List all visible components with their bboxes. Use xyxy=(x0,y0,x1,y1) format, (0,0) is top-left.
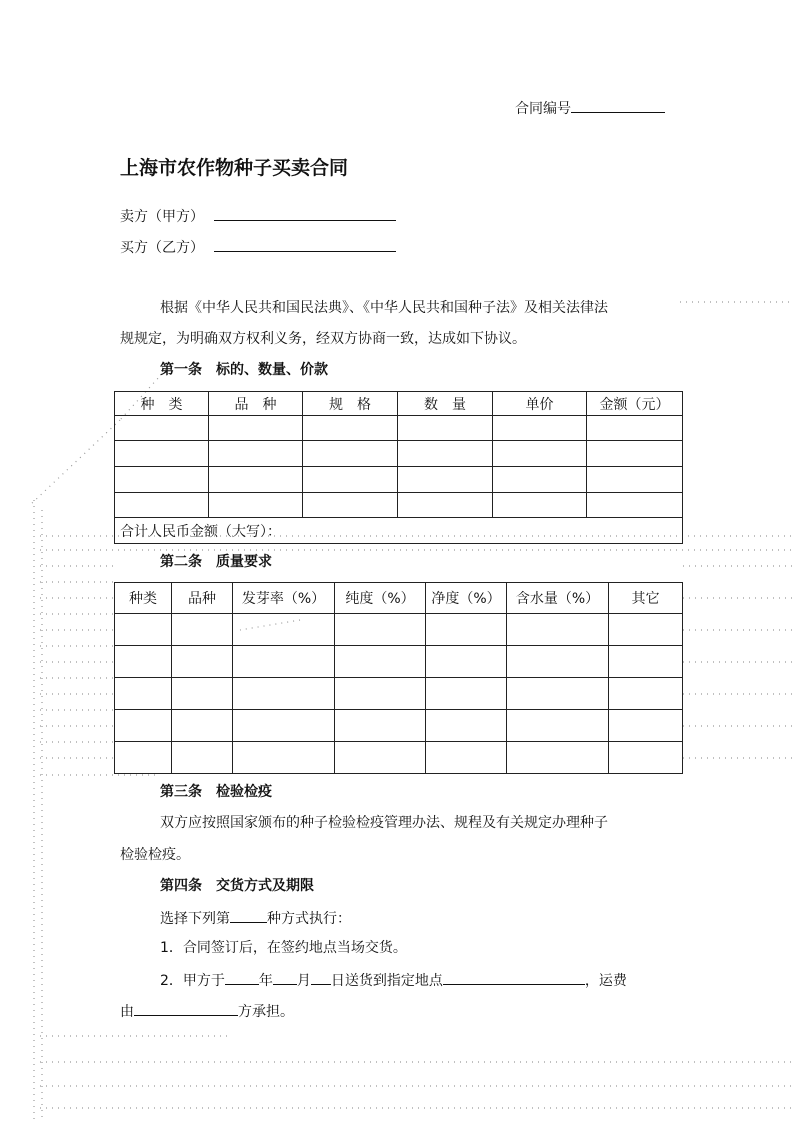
table-cell[interactable] xyxy=(303,416,398,441)
table-cell[interactable] xyxy=(493,416,587,441)
total-row xyxy=(115,518,683,544)
table-cell[interactable] xyxy=(426,678,507,710)
article-2-heading: 第二条 质量要求 xyxy=(160,554,272,570)
preamble-line-1: 根据《中华人民共和国民法典》、《中华人民共和国种子法》及相关法律法 xyxy=(160,300,608,316)
column-header: 品种 xyxy=(172,583,233,614)
delivery-month-field[interactable] xyxy=(273,970,297,985)
table-cell[interactable] xyxy=(209,467,303,493)
table-cell[interactable] xyxy=(172,678,233,710)
table-header-row xyxy=(115,392,683,416)
table-row xyxy=(115,710,683,742)
day-label: 日送货到指定地点 xyxy=(330,973,443,989)
table-row xyxy=(115,678,683,710)
table-cell[interactable] xyxy=(115,441,209,467)
table-cell[interactable] xyxy=(335,742,426,774)
buyer-label: 买方（乙方） xyxy=(120,240,204,256)
column-header: 发芽率（%） xyxy=(233,583,335,614)
table-cell[interactable] xyxy=(172,614,233,646)
table-cell[interactable] xyxy=(609,614,683,646)
table-cell[interactable] xyxy=(303,441,398,467)
table-cell[interactable] xyxy=(426,742,507,774)
table-cell[interactable] xyxy=(609,742,683,774)
table-cell[interactable] xyxy=(233,678,335,710)
table-cell[interactable] xyxy=(233,646,335,678)
table-cell[interactable] xyxy=(507,614,609,646)
table-cell[interactable] xyxy=(115,467,209,493)
article-3-heading: 第三条 检验检疫 xyxy=(160,784,272,800)
article-3-line-2: 检验检疫。 xyxy=(120,847,190,863)
table-cell[interactable] xyxy=(233,710,335,742)
preamble-line-2: 规规定，为明确双方权利义务，经双方协商一致，达成如下协议。 xyxy=(120,331,526,347)
column-header: 品 种 xyxy=(209,392,303,416)
table-cell[interactable] xyxy=(493,441,587,467)
table-row xyxy=(115,614,683,646)
table-cell[interactable] xyxy=(209,493,303,518)
table-cell[interactable] xyxy=(172,646,233,678)
contract-number-field[interactable] xyxy=(571,98,665,113)
article-3-line-1: 双方应按照国家颁布的种子检验检疫管理办法、规程及有关规定办理种子 xyxy=(160,815,608,831)
table-cell[interactable] xyxy=(587,441,683,467)
delivery-choice-prefix: 选择下列第 xyxy=(160,911,230,927)
seller-name-field[interactable] xyxy=(214,206,396,221)
table-cell[interactable] xyxy=(507,646,609,678)
table-cell[interactable] xyxy=(507,742,609,774)
contract-number-row xyxy=(515,98,665,118)
table-cell[interactable] xyxy=(426,614,507,646)
total-amount-label[interactable]: 合计人民币金额（大写）： xyxy=(115,518,683,544)
table-cell[interactable] xyxy=(115,710,172,742)
table-cell[interactable] xyxy=(398,416,493,441)
column-header: 规 格 xyxy=(303,392,398,416)
table-cell[interactable] xyxy=(115,742,172,774)
table-cell[interactable] xyxy=(398,441,493,467)
seller-label: 卖方（甲方） xyxy=(120,209,204,225)
column-header: 种 类 xyxy=(115,392,209,416)
table-cell[interactable] xyxy=(587,416,683,441)
column-header: 其它 xyxy=(609,583,683,614)
table-row xyxy=(115,646,683,678)
table-cell[interactable] xyxy=(335,678,426,710)
delivery-day-field[interactable] xyxy=(311,970,331,985)
seller-row xyxy=(120,206,396,226)
table-cell[interactable] xyxy=(209,416,303,441)
table-cell[interactable] xyxy=(587,493,683,518)
table-cell[interactable] xyxy=(426,710,507,742)
delivery-year-field[interactable] xyxy=(225,970,259,985)
contract-number-label: 合同编号 xyxy=(515,101,571,117)
month-label: 月 xyxy=(296,973,311,989)
article-1-table xyxy=(114,391,683,544)
table-row xyxy=(115,493,683,518)
document-title: 上海市农作物种子买卖合同 xyxy=(120,157,349,179)
table-cell[interactable] xyxy=(335,614,426,646)
option-2-prefix: 2．甲方于 xyxy=(160,973,225,989)
article-4-heading: 第四条 交货方式及期限 xyxy=(160,878,314,894)
buyer-name-field[interactable] xyxy=(214,237,396,252)
table-cell[interactable] xyxy=(172,710,233,742)
delivery-choice-row xyxy=(160,908,351,928)
article-1-heading: 第一条 标的、数量、价款 xyxy=(160,362,328,378)
delivery-choice-suffix: 种方式执行： xyxy=(267,911,351,927)
table-cell[interactable] xyxy=(115,493,209,518)
column-header: 净度（%） xyxy=(426,583,507,614)
table-row xyxy=(115,416,683,441)
freight-bearer-row xyxy=(120,1001,294,1021)
table-cell[interactable] xyxy=(398,493,493,518)
table-cell[interactable] xyxy=(172,742,233,774)
column-header: 数 量 xyxy=(398,392,493,416)
delivery-location-field[interactable] xyxy=(443,970,585,985)
table-cell[interactable] xyxy=(426,646,507,678)
article-2-table xyxy=(114,582,683,774)
table-cell[interactable] xyxy=(493,493,587,518)
column-header: 纯度（%） xyxy=(335,583,426,614)
table-cell[interactable] xyxy=(233,614,335,646)
table-cell[interactable] xyxy=(398,467,493,493)
table-cell[interactable] xyxy=(303,493,398,518)
table-cell[interactable] xyxy=(493,467,587,493)
table-cell[interactable] xyxy=(587,467,683,493)
freight-bearer-field[interactable] xyxy=(134,1001,238,1016)
table-cell[interactable] xyxy=(335,710,426,742)
column-header: 金额（元） xyxy=(587,392,683,416)
table-cell[interactable] xyxy=(233,742,335,774)
table-cell[interactable] xyxy=(609,710,683,742)
delivery-option-2 xyxy=(160,970,627,990)
column-header: 含水量（%） xyxy=(507,583,609,614)
table-cell[interactable] xyxy=(507,710,609,742)
table-row xyxy=(115,742,683,774)
table-cell[interactable] xyxy=(115,646,172,678)
table-row xyxy=(115,441,683,467)
column-header: 种类 xyxy=(115,583,172,614)
table-row xyxy=(115,467,683,493)
table-cell[interactable] xyxy=(303,467,398,493)
year-label: 年 xyxy=(258,973,273,989)
table-cell[interactable] xyxy=(507,678,609,710)
table-cell[interactable] xyxy=(115,416,209,441)
table-header-row xyxy=(115,583,683,614)
table-cell[interactable] xyxy=(609,678,683,710)
freight-by-label: 由 xyxy=(120,1004,134,1020)
freight-label: ，运费 xyxy=(584,973,627,989)
delivery-option-1: 1．合同签订后，在签约地点当场交货。 xyxy=(160,940,407,956)
delivery-choice-field[interactable] xyxy=(230,908,267,923)
table-cell[interactable] xyxy=(209,441,303,467)
table-cell[interactable] xyxy=(115,678,172,710)
table-cell[interactable] xyxy=(115,614,172,646)
buyer-row xyxy=(120,237,396,257)
freight-bear-label: 方承担。 xyxy=(238,1004,294,1020)
column-header: 单价 xyxy=(493,392,587,416)
table-cell[interactable] xyxy=(335,646,426,678)
table-cell[interactable] xyxy=(609,646,683,678)
